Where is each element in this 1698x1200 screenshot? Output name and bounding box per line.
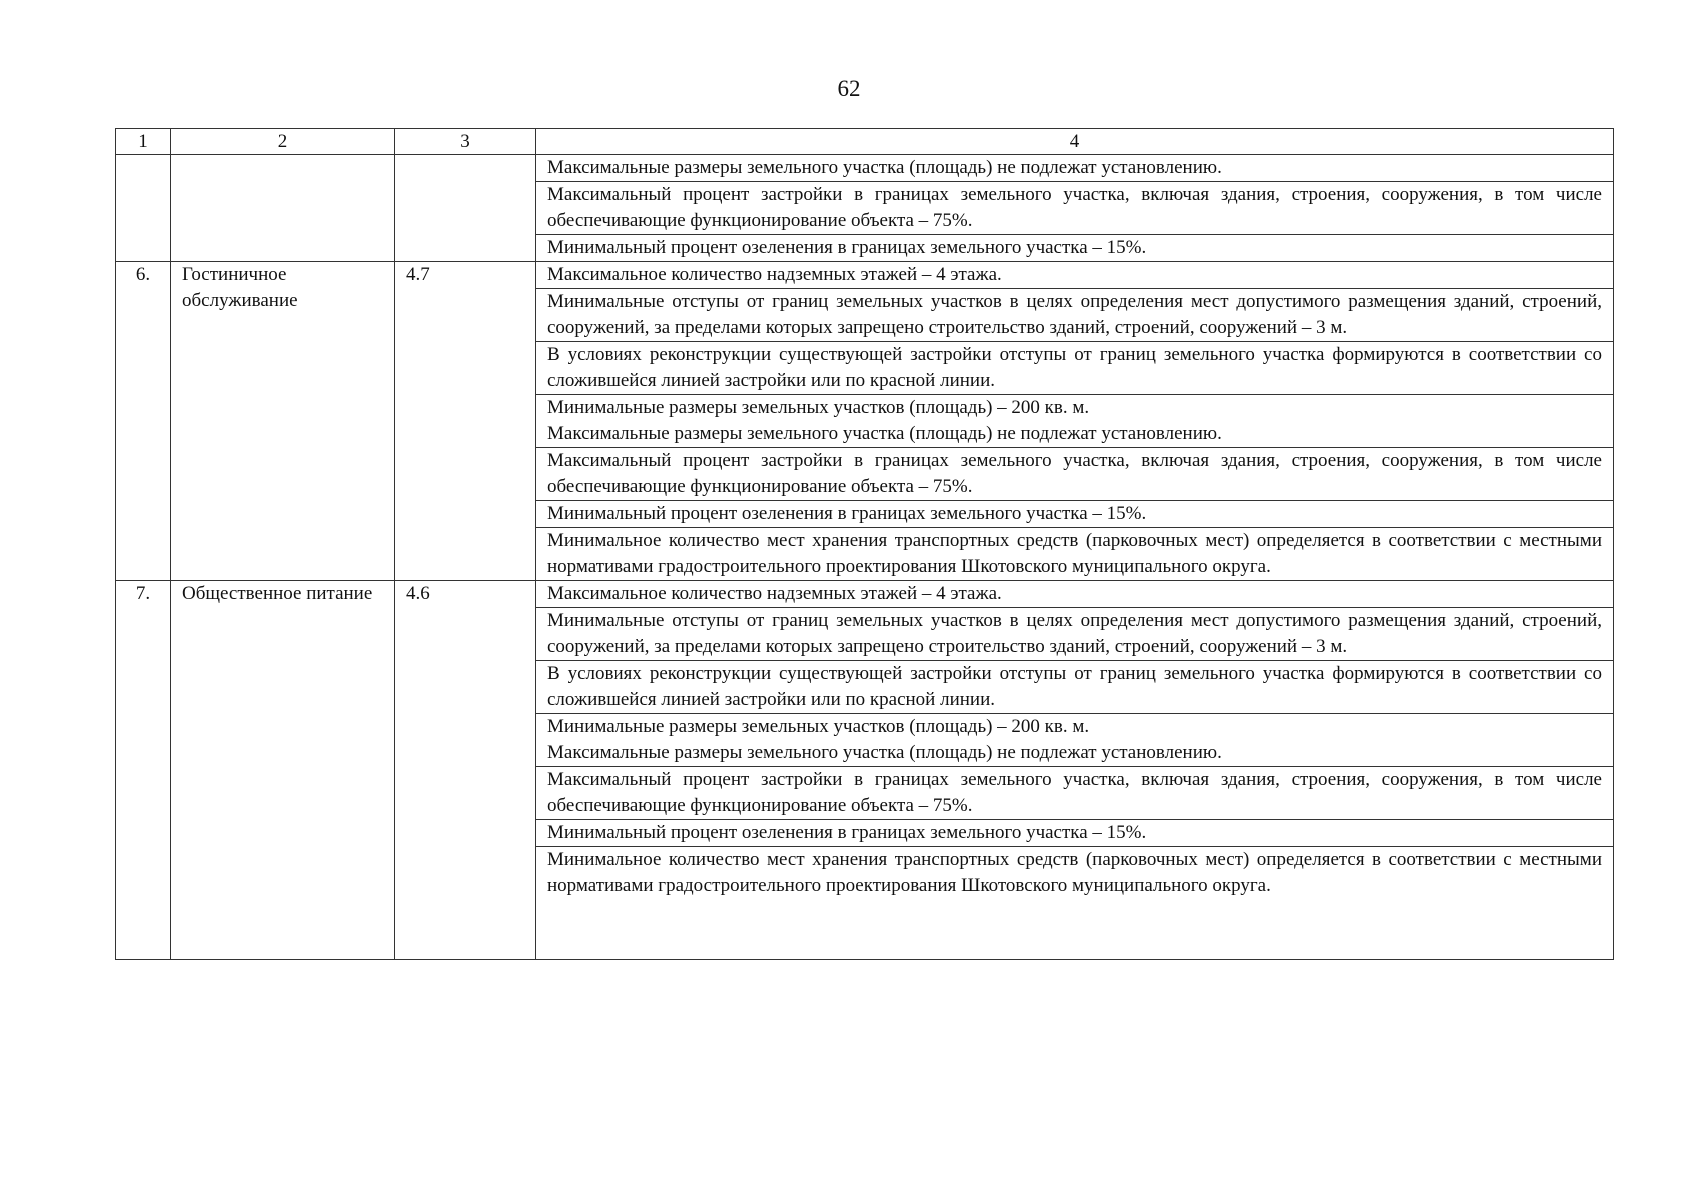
- requirement-text: Максимальные размеры земельного участка (площадь) не подлежат установлению.: [547, 423, 1222, 444]
- requirement-cell: [536, 262, 1614, 289]
- name-cell: [171, 155, 395, 262]
- requirement-text: Максимальный процент застройки в границах земельного участка, включая здания, строения, сооружения, в том числе обеспечивающие функционирование объекта – 75%.: [547, 184, 1602, 231]
- requirement-text: В условиях реконструкции существующей застройки отступы от границ земельного участка формируются в соответствии со сложившейся линией застройки или по красной линии.: [547, 344, 1602, 391]
- requirement-cell: [536, 661, 1614, 714]
- requirement-text: Минимальное количество мест хранения транспортных средств (парковочных мест) определяется в соответствии с местными нормативами градостроительного проектирования Шкотовского муниципального округа.: [547, 530, 1602, 577]
- requirement-text: Максимальное количество надземных этажей – 4 этажа.: [547, 264, 1002, 285]
- requirement-cell: [536, 289, 1614, 342]
- requirement-text: Минимальные размеры земельных участков (площадь) – 200 кв. м.: [547, 716, 1090, 737]
- requirement-cell: [536, 528, 1614, 581]
- filler-cell: [536, 899, 1614, 960]
- header-row: [116, 129, 1614, 155]
- requirement-cell: [536, 608, 1614, 661]
- requirement-text: Минимальный процент озеленения в границах земельного участка – 15%.: [547, 237, 1147, 258]
- requirement-text: Минимальный процент озеленения в границах земельного участка – 15%.: [547, 822, 1147, 843]
- header-col-3: 3: [395, 129, 536, 155]
- requirement-cell: [536, 581, 1614, 608]
- use-name: Гостиничное обслуживание: [171, 262, 395, 581]
- use-code: 4.6: [395, 581, 536, 960]
- header-col-1: 1: [116, 129, 171, 155]
- header-col-4: 4: [536, 129, 1614, 155]
- requirement-cell: [536, 448, 1614, 501]
- requirement-cell: [536, 847, 1614, 900]
- requirement-cell: [536, 395, 1614, 448]
- regulations-table: [115, 128, 1614, 960]
- requirement-text: Максимальные размеры земельного участка (площадь) не подлежат установлению.: [547, 742, 1222, 763]
- requirement-text: Максимальные размеры земельного участка (площадь) не подлежат установлению.: [547, 157, 1222, 178]
- requirement-text: Минимальные размеры земельных участков (площадь) – 200 кв. м.: [547, 397, 1090, 418]
- table-row: [116, 581, 1614, 608]
- requirement-cell: [536, 235, 1614, 262]
- requirement-cell: [536, 501, 1614, 528]
- number-cell: [116, 155, 171, 262]
- table-body: [116, 155, 1614, 960]
- requirement-text: Минимальные отступы от границ земельных участков в целях определения мест допустимого размещения зданий, строений, сооружений, за пределами которых запрещено строительство зданий, строений, сооружений – 3 м.: [547, 291, 1602, 338]
- requirement-cell: [536, 342, 1614, 395]
- header-col-2: 2: [171, 129, 395, 155]
- requirement-text: Минимальное количество мест хранения транспортных средств (парковочных мест) определяется в соответствии с местными нормативами градостроительного проектирования Шкотовского муниципального округа.: [547, 849, 1602, 896]
- requirement-text: Максимальный процент застройки в границах земельного участка, включая здания, строения, сооружения, в том числе обеспечивающие функционирование объекта – 75%.: [547, 450, 1602, 497]
- requirement-cell: [536, 155, 1614, 182]
- requirement-cell: [536, 820, 1614, 847]
- requirement-text: Максимальный процент застройки в границах земельного участка, включая здания, строения, сооружения, в том числе обеспечивающие функционирование объекта – 75%.: [547, 769, 1602, 816]
- requirement-text: В условиях реконструкции существующей застройки отступы от границ земельного участка формируются в соответствии со сложившейся линией застройки или по красной линии.: [547, 663, 1602, 710]
- use-code: 4.7: [395, 262, 536, 581]
- table-row: [116, 155, 1614, 182]
- use-name: Общественное питание: [171, 581, 395, 960]
- page-number: 62: [837, 76, 861, 101]
- row-number: 6.: [116, 262, 171, 581]
- table-row: [116, 262, 1614, 289]
- requirement-text: Минимальные отступы от границ земельных участков в целях определения мест допустимого размещения зданий, строений, сооружений, за пределами которых запрещено строительство зданий, строений, сооружений – 3 м.: [547, 610, 1602, 657]
- requirement-cell: [536, 767, 1614, 820]
- requirement-cell: [536, 714, 1614, 767]
- row-number: 7.: [116, 581, 171, 960]
- code-cell: [395, 155, 536, 262]
- requirement-text: Максимальное количество надземных этажей – 4 этажа.: [547, 583, 1002, 604]
- requirement-text: Минимальный процент озеленения в границах земельного участка – 15%.: [547, 503, 1147, 524]
- requirement-cell: [536, 182, 1614, 235]
